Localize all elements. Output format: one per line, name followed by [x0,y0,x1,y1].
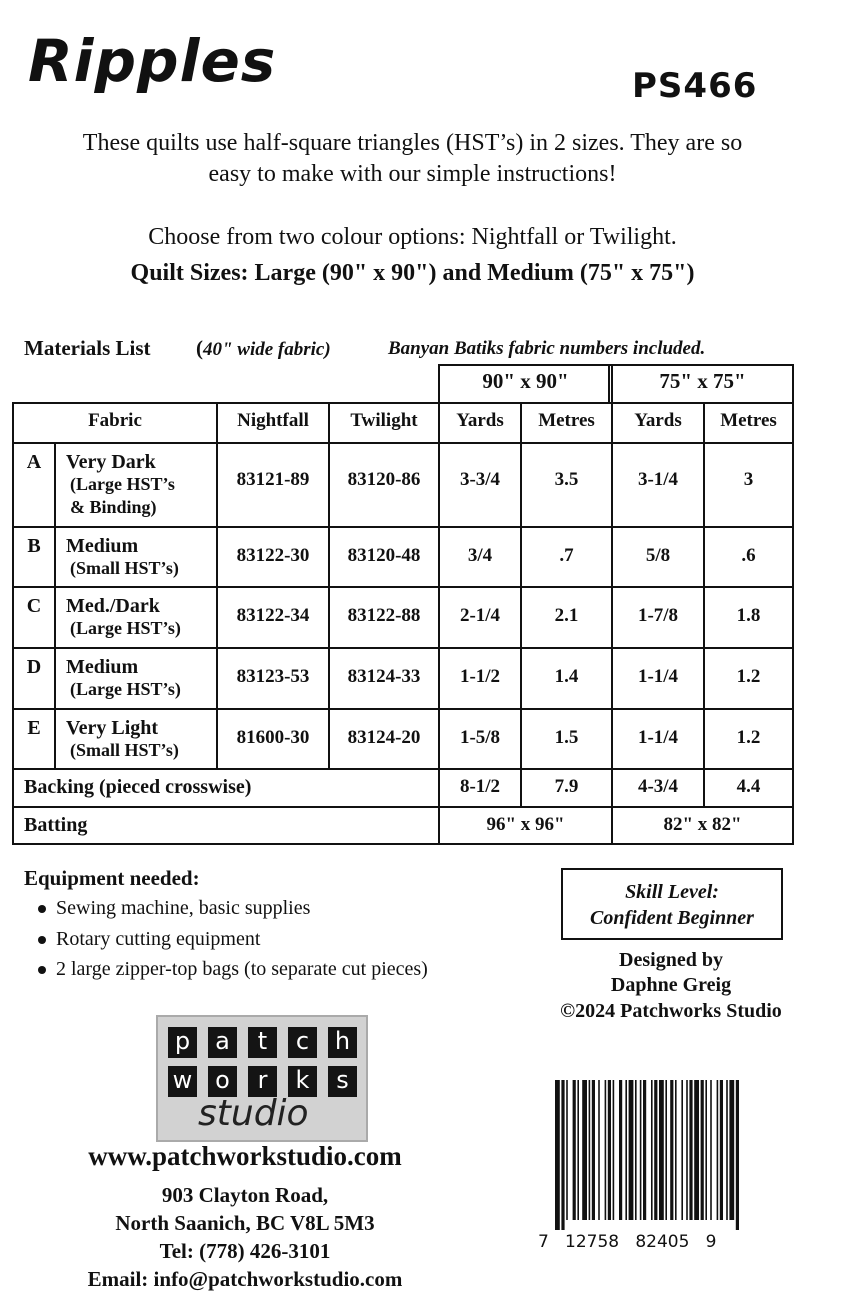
email-link[interactable]: Email: info@patchworkstudio.com [87,1267,403,1291]
backing-yards-medium: 4-3/4 [637,776,679,797]
materials-heading: Materials List [24,336,151,360]
equipment-item [38,928,260,951]
barcode-bar [729,1080,734,1220]
barcode-bar [582,1080,587,1220]
bullet-icon [38,966,46,974]
nightfall-number: 83121-89 [236,469,310,490]
barcode-bar [640,1080,642,1220]
twilight-number: 83124-20 [347,727,421,748]
barcode-bar [665,1080,667,1220]
twilight-number: 83124-33 [347,666,421,687]
barcode-bar [635,1080,637,1220]
address-line-1: 903 Clayton Road, [161,1183,329,1207]
pattern-code: PS466 [632,66,758,106]
fabric-letter: D [26,656,42,678]
barcode-bar [573,1080,576,1220]
equipment-item-text: Sewing machine, basic supplies [56,897,311,919]
yards-large: 3-3/4 [459,469,501,490]
barcode-bar [629,1080,634,1220]
table-rule [703,402,705,768]
table-rule [611,402,613,768]
fabric-letter: B [27,535,41,557]
barcode-bar [726,1080,728,1220]
table-rule [12,442,794,444]
twilight-number: 83120-86 [347,469,421,490]
barcode-bar [654,1080,657,1220]
batiks-note: Banyan Batiks fabric numbers included. [388,338,706,359]
barcode-bar [736,1080,739,1230]
intro-line-1: These quilts use half-square triangles (HST’s) in 2 sizes. They are so [82,130,743,156]
equipment-item [38,897,310,920]
logo-word: studio [198,1093,309,1134]
table-rule [12,806,794,808]
quilt-sizes: Quilt Sizes: Large (90" x 90") and Medium (75" x 75") [130,260,695,286]
nightfall-number: 83122-34 [236,605,310,626]
yards-medium: 5/8 [645,545,671,566]
yards-medium: 1-1/4 [637,727,679,748]
fabric-name: Medium [66,656,139,678]
table-rule [520,402,522,768]
barcode-icon [553,1080,788,1230]
column-header: Nightfall [237,410,309,431]
column-header: Twilight [350,410,418,431]
backing-yards-large: 8-1/2 [459,776,501,797]
logo-letter-tile: s [328,1066,357,1097]
logo-letter-tile: a [208,1027,237,1058]
barcode-bar [555,1080,560,1230]
fabric-letter: E [27,717,41,739]
fabric-name: Medium [66,535,139,557]
column-header: Metres [720,410,777,431]
skill-value: Confident Beginner [590,907,754,929]
size-large-header: 90" x 90" [482,369,569,393]
yards-large: 2-1/4 [459,605,501,626]
table-rule [792,364,794,404]
barcode-bar [670,1080,673,1220]
batting-large: 96" x 96" [486,814,565,835]
barcode-bar [694,1080,699,1220]
equipment-item [38,958,428,981]
barcode-bar [625,1080,627,1220]
barcode-bar [577,1080,579,1220]
colour-options: Choose from two colour options: Nightfall or Twilight. [148,224,677,250]
barcode-bar [613,1080,615,1220]
bullet-icon [38,905,46,913]
yards-medium: 1-7/8 [637,605,679,626]
barcode-bar [720,1080,723,1220]
phone: Tel: (778) 426-3101 [159,1239,331,1263]
barcode-bar [701,1080,704,1220]
backing-metres-medium: 4.4 [736,776,761,797]
metres-large: 1.5 [554,727,579,748]
fabric-width: 40" wide fabric) [203,339,331,360]
yards-large: 1-5/8 [459,727,501,748]
fabric-use: & Binding) [70,497,157,517]
table-rule [438,402,440,768]
barcode-number: 7 12758 82405 9 [538,1232,717,1252]
fabric-use: (Large HST’s) [70,679,181,699]
nightfall-number: 83123-53 [236,666,310,687]
column-header: Fabric [88,410,142,431]
batting-label: Batting [24,814,88,836]
nightfall-number: 83122-30 [236,545,310,566]
yards-large: 3/4 [467,545,493,566]
fabric-name: Med./Dark [66,595,160,617]
barcode-bar [681,1080,683,1220]
metres-medium: 1.2 [736,727,761,748]
barcode-bar [675,1080,677,1220]
table-rule [12,708,794,710]
twilight-number: 83120-48 [347,545,421,566]
logo-letter-tile: h [328,1027,357,1058]
barcode-bar [643,1080,646,1220]
table-rule [12,843,794,845]
fabric-width-note [196,336,331,361]
table-rule [12,768,794,770]
equipment-item-text: 2 large zipper-top bags (to separate cut pieces) [56,958,428,980]
equipment-item-text: Rotary cutting equipment [56,928,261,950]
table-rule [792,402,794,845]
barcode-bar [592,1080,595,1220]
barcode-bar [651,1080,653,1220]
table-rule [12,402,794,404]
logo-letter-tile: r [248,1066,277,1097]
twilight-number: 83122-88 [347,605,421,626]
column-header: Metres [538,410,595,431]
barcode-bar [605,1080,607,1220]
barcode-bar [717,1080,719,1220]
logo-letter-tile: c [288,1027,317,1058]
metres-large: .7 [559,545,574,566]
fabric-letter: C [26,595,42,617]
table-rule [12,647,794,649]
patchworks-logo [156,1015,368,1142]
table-rule [216,402,218,768]
fabric-name: Very Dark [66,451,156,473]
barcode-bar [710,1080,712,1220]
nightfall-number: 81600-30 [236,727,310,748]
barcode-bar [619,1080,622,1220]
fabric-use: (Large HST’s) [70,618,181,638]
metres-medium: 1.8 [736,605,761,626]
skill-level-box [561,868,783,940]
backing-metres-large: 7.9 [554,776,579,797]
bullet-icon [38,936,46,944]
fabric-use: (Small HST’s) [70,558,179,578]
logo-letter-tile: o [208,1066,237,1097]
metres-medium: 3 [743,469,754,490]
logo-letter-tile: k [288,1066,317,1097]
barcode-bar [608,1080,611,1220]
size-medium-header: 75" x 75" [659,369,746,393]
column-header: Yards [456,410,504,431]
barcode-bar [589,1080,591,1220]
intro-line-2: easy to make with our simple instructions! [208,161,617,187]
barcode-bar [561,1080,564,1230]
designer-name: Daphne Greig [610,974,732,996]
metres-large: 1.4 [554,666,579,687]
column-header: Yards [634,410,682,431]
paren: ( [196,336,203,360]
fabric-use: (Large HST’s [70,474,175,494]
logo-letter-tile: t [248,1027,277,1058]
barcode-bar [705,1080,707,1220]
yards-medium: 3-1/4 [637,469,679,490]
equipment-title: Equipment needed: [24,866,200,890]
designed-by: Designed by [619,949,723,971]
yards-medium: 1-1/4 [637,666,679,687]
backing-label: Backing (pieced crosswise) [24,776,252,798]
table-rule [12,526,794,528]
yards-large: 1-1/2 [459,666,501,687]
metres-medium: 1.2 [736,666,761,687]
address-line-2: North Saanich, BC V8L 5M3 [115,1211,375,1235]
barcode-bar [686,1080,688,1220]
pattern-title: Ripples [28,27,277,95]
table-rule [438,364,794,366]
fabric-use: (Small HST’s) [70,740,179,760]
metres-large: 2.1 [554,605,579,626]
logo-letter-tile: w [168,1066,197,1097]
copyright: ©2024 Patchworks Studio [560,1000,782,1022]
website-link[interactable]: www.patchworkstudio.com [88,1141,402,1171]
metres-large: 3.5 [554,469,579,490]
logo-letter-tile: p [168,1027,197,1058]
barcode-bar [689,1080,692,1220]
barcode-bar [659,1080,664,1220]
batting-medium: 82" x 82" [663,814,742,835]
fabric-letter: A [26,451,42,473]
metres-medium: .6 [741,545,756,566]
table-rule [12,586,794,588]
fabric-name: Very Light [66,717,159,739]
barcode-bar [598,1080,600,1220]
table-rule [54,442,56,768]
skill-label: Skill Level: [625,881,719,903]
barcode-bar [566,1080,568,1220]
table-rule [328,402,330,768]
